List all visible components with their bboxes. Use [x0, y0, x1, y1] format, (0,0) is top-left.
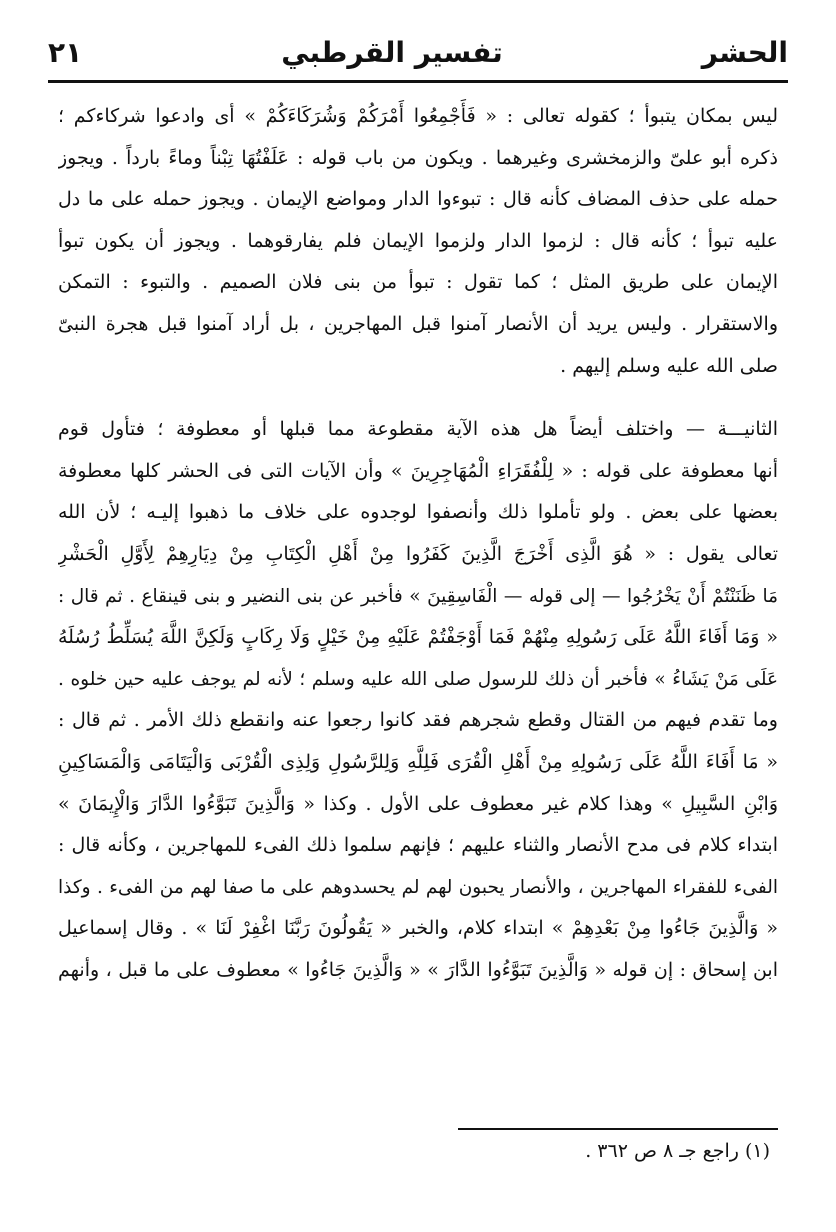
text-line: عَلَى مَنْ يَشَاءُ » فأخبر أن ذلك للرسول صلى الله عليه وسلم ؛ لأنه لم يوجف عليه حين خلوه . [58, 668, 778, 690]
text-line: « وَالَّذِينَ جَاءُوا مِنْ بَعْدِهِمْ » ابتداء كلام، والخبر « يَقُولُونَ رَبَّنَا اغْفِرْ لَنَا » . وقال إسماعيل [58, 917, 778, 940]
text-line: مَا ظَنَنْتُمْ أَنْ يَخْرُجُوا — إلى قوله — الْفَاسِقِينَ » فأخبر عن بنى النضير و بنى قينقاع . ثم قال : [58, 585, 778, 607]
text-line: عليه تبوأ ؛ كأنه قال : لزموا الدار ولزموا الإيمان فلم يفارقوهما . ويجوز أن يكون تبوأ [58, 229, 778, 252]
text-line: والاستقرار . وليس يريد أن الأنصار آمنوا قبل المهاجرين ، بل أراد آمنوا قبل هجرة النبىّ [58, 312, 778, 335]
text-line: الفىء للفقراء المهاجرين ، والأنصار يحبون لهم لم يحسدوهم على ما صفا لهم من الفىء . وكذا [58, 876, 778, 898]
text-line: بعضها على بعض . ولو تأملوا ذلك وأنصفوا لوجدوه على خلاف ما ذهبوا إليـه ؛ لأن الله [58, 501, 778, 524]
paragraph-2 [58, 409, 778, 991]
text-line: الإيمان على طريق المثل ؛ كما تقول : تبوأ من بنى فلان الصميم . والتبوء : التمكن [58, 271, 778, 294]
text-line: « مَا أَفَاءَ اللَّهُ عَلَى رَسُولِهِ مِنْ أَهْلِ الْقُرَى فَلِلَّهِ وَلِلرَّسُولِ وَلِذِى الْقُرْبَى وَالْيَتَامَى وَالْمَسَاكِينِ [58, 750, 778, 773]
page-header [48, 24, 788, 80]
text-line: ذكره أبو علىّ والزمخشرى وغيرهما . ويكون من باب قوله : عَلَفْتُهَا تِبْناً وماءً بارداً . ويجوز [58, 146, 778, 169]
text-line: تعالى يقول : « هُوَ الَّذِى أَخْرَجَ الَّذِينَ كَفَرُوا مِنْ أَهْلِ الْكِتَابِ مِنْ دِيَارِهِمْ لِأَوَّلِ الْحَشْرِ [58, 542, 778, 565]
text-line: الثانيـــة — واختلف أيضاً هل هذه الآية مقطوعة مما قبلها أو معطوفة ؛ فتأول قوم [58, 418, 778, 441]
text-line: ليس بمكان يتبوأ ؛ كقوله تعالى : « فَأَجْمِعُوا أَمْرَكُمْ وَشُرَكَاءَكُمْ » أى وادعوا شركاءكم ؛ [58, 105, 778, 127]
running-book-title: تفسير القرطبي [281, 35, 503, 69]
text-line: ابتداء كلام فى مدح الأنصار والثناء عليهم ؛ فإنهم سلموا ذلك الفىء للمهاجرين ، وكأنه قال : [58, 834, 778, 857]
paragraph-gap [58, 387, 778, 409]
running-surah-name: الحشر [701, 35, 788, 69]
text-line: صلى الله عليه وسلم إليهم . [560, 354, 778, 377]
text-line: أنها معطوفة على قوله : « لِلْفُقَرَاءِ الْمُهَاجِرِينَ » وأن الآيات التى فى الحشر كلها معطوفة [58, 459, 778, 482]
paragraph-1 [58, 96, 778, 387]
text-line: وما تقدم فيهم من القتال وقطع شجرهم فقد كانوا رجعوا عنه وانقطع ذلك الأمر . ثم قال : [58, 709, 778, 732]
footnote: (١) راجع جـ ٨ ص ٣٦٢ . [585, 1140, 770, 1162]
footnote-rule [458, 1128, 778, 1130]
text-line: حمله على حذف المضاف كأنه قال : تبوءوا الدار ومواضع الإيمان . ويجوز حمله على ما دل [58, 188, 778, 211]
text-line: « وَمَا أَفَاءَ اللَّهُ عَلَى رَسُولِهِ مِنْهُمْ فَمَا أَوْجَفْتُمْ عَلَيْهِ مِنْ خَيْلٍ وَلَا رِكَابٍ وَلَكِنَّ اللَّهَ يُسَلِّطُ رُسُلَهُ [58, 626, 778, 649]
page-number: ٢١ [48, 35, 83, 69]
text-line: وَابْنِ السَّبِيلِ » وهذا كلام غير معطوف على الأول . وكذا « وَالَّذِينَ تَبَوَّءُوا الدَّارَ وَالْإِيمَانَ » [58, 792, 778, 815]
main-text [58, 96, 778, 991]
header-rule [48, 80, 788, 83]
text-line: ابن إسحاق : إن قوله « وَالَّذِينَ تَبَوَّءُوا الدَّارَ » « وَالَّذِينَ جَاءُوا » معطوف على ما قبل ، وأنهم [58, 958, 778, 981]
